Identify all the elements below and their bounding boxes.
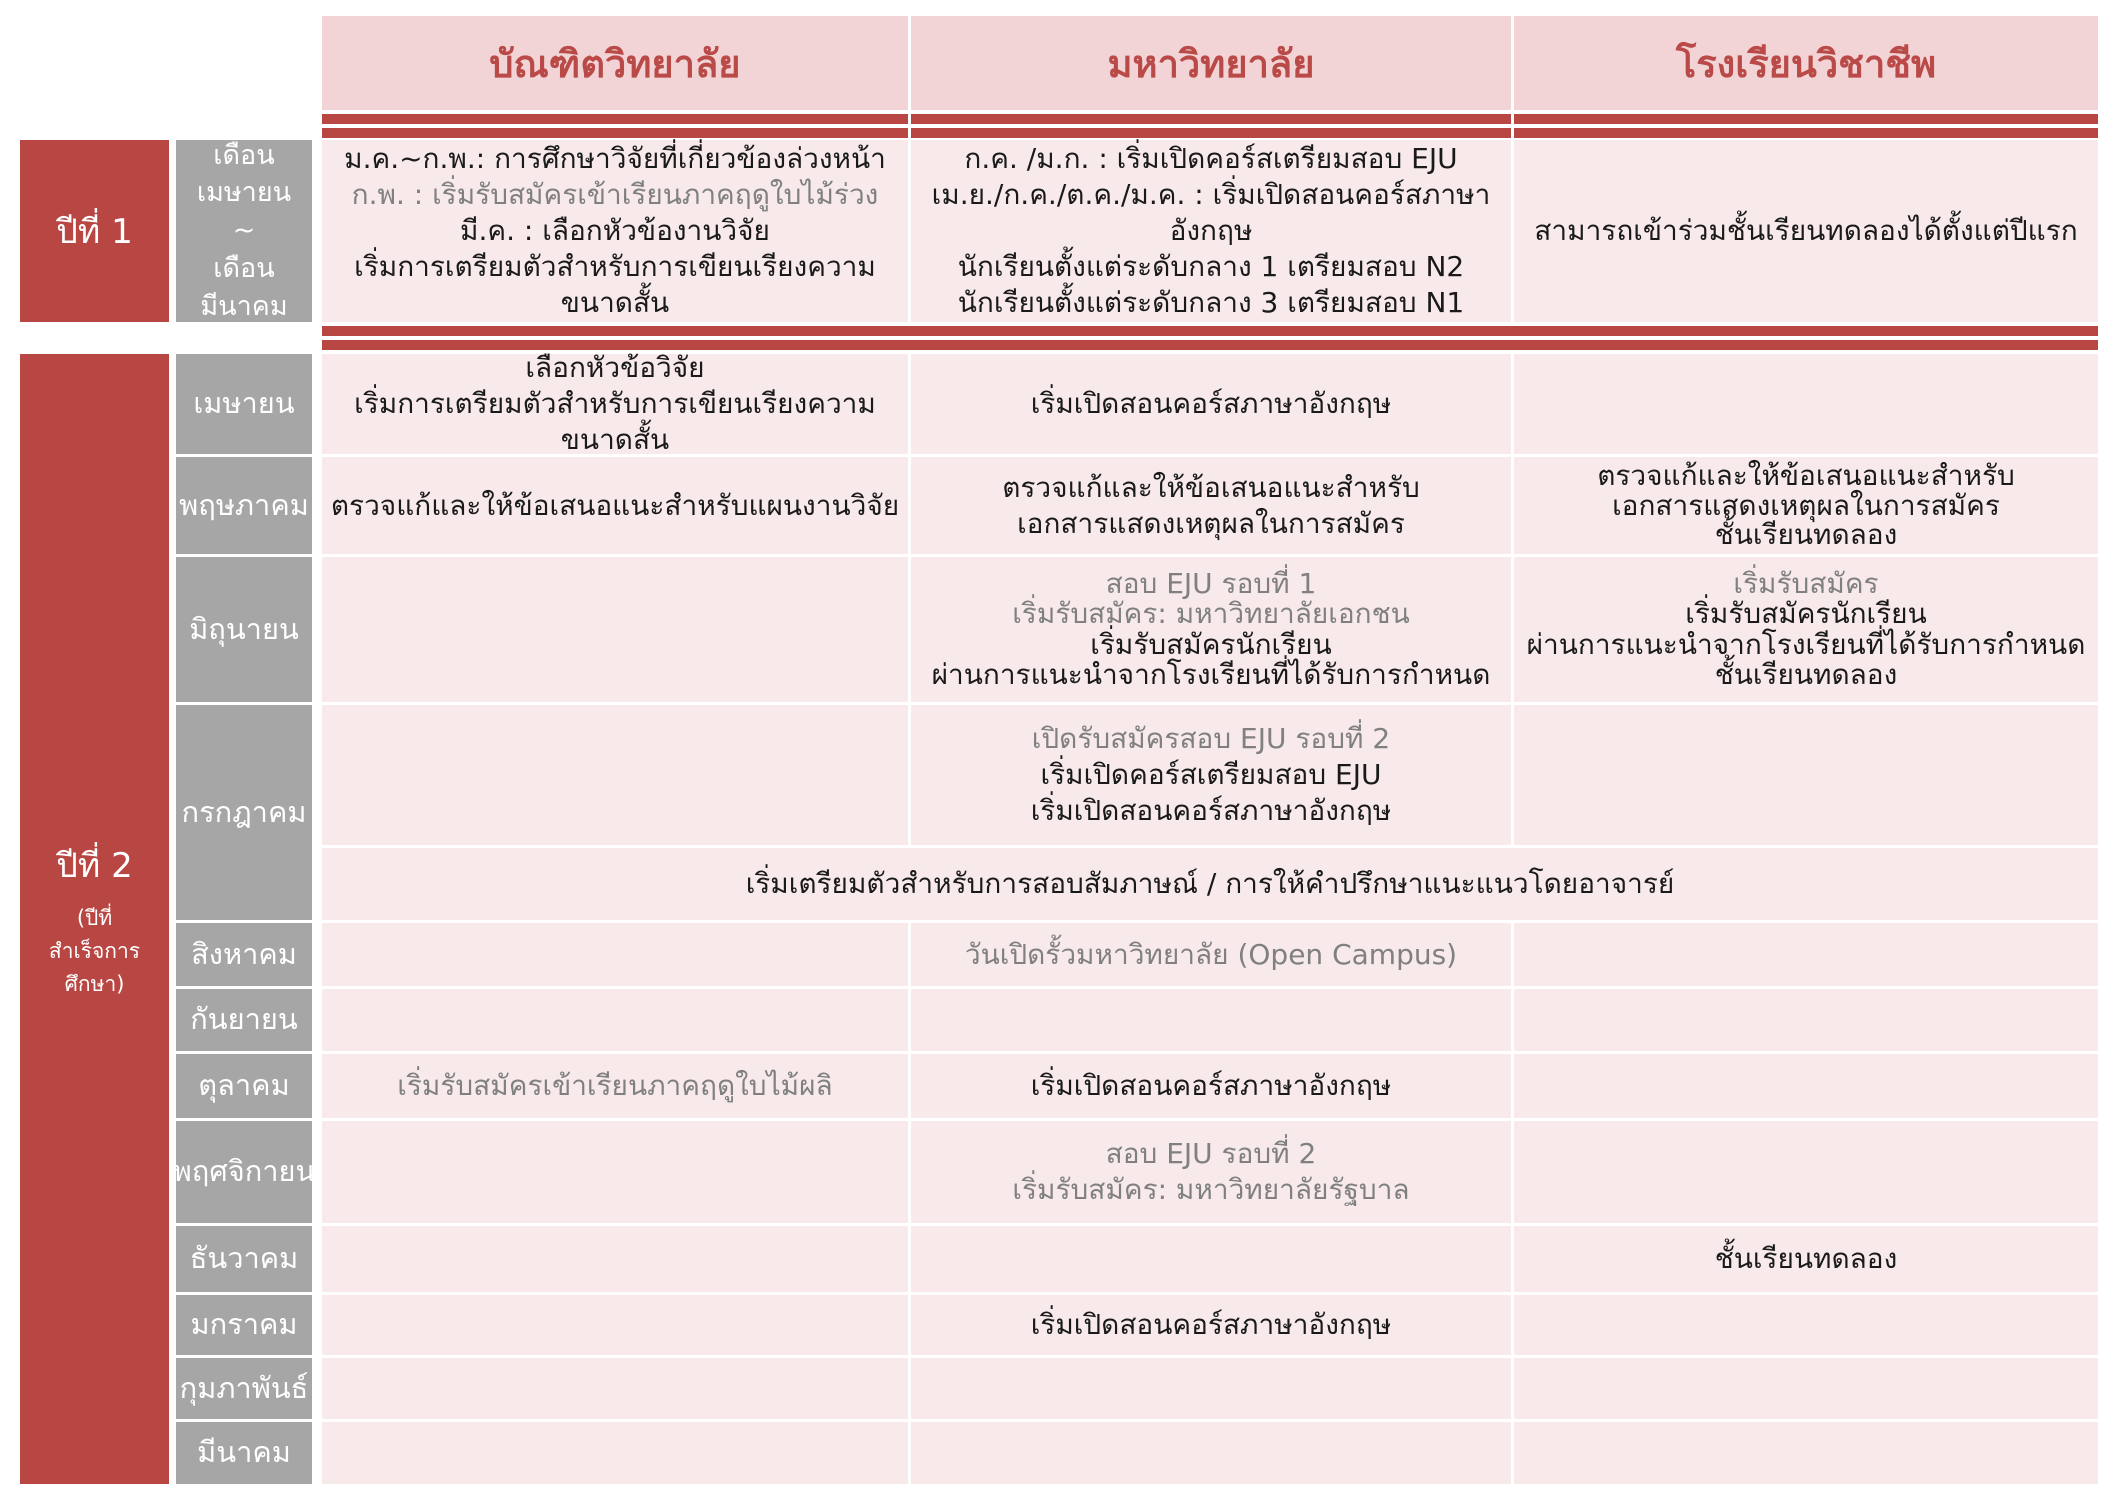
feb-graduate-cell (322, 1358, 908, 1419)
may-graduate-text: ตรวจแก้และให้ข้อเสนอแนะสำหรับแผนงานวิจัย (330, 488, 900, 522)
oct-university-cell (911, 1054, 1511, 1118)
year2-label: ปีที่ 2 (56, 845, 133, 886)
nov-vocational-cell (1514, 1121, 2098, 1223)
aug-university-cell (911, 923, 1511, 986)
jun-university-line-1: สอบ EJU รอบที่ 1 (1105, 567, 1317, 601)
month-jul: กรกฎาคม (176, 705, 312, 920)
nov-graduate-cell (322, 1121, 908, 1223)
feb-vocational-cell (1514, 1358, 2098, 1419)
may-university-cell (911, 457, 1511, 554)
month-jun: มิถุนายน (176, 557, 312, 702)
apr-vocational-cell (1514, 354, 2098, 454)
year1-vocational-text: สามารถเข้าร่วมชั้นเรียนทดลองได้ตั้งแต่ปีแรก (1534, 214, 2078, 248)
dec-graduate-cell (322, 1226, 908, 1292)
month-may: พฤษภาคม (176, 457, 312, 554)
may-vocational-cell (1514, 457, 2098, 554)
jun-university-cell (911, 557, 1511, 702)
oct-vocational-cell (1514, 1054, 2098, 1118)
header-divider-gap-2 (1511, 114, 1514, 138)
nov-university-line-1: สอบ EJU รอบที่ 2 (1105, 1137, 1317, 1171)
jun-vocational-cell (1514, 557, 2098, 702)
jul-university-cell (911, 705, 1511, 845)
mar-vocational-cell (1514, 1422, 2098, 1484)
apr-graduate-line-1: เลือกหัวข้อวิจัย (525, 351, 705, 385)
aug-university-text: วันเปิดรั้วมหาวิทยาลัย (Open Campus) (964, 937, 1458, 971)
year2-sublabel-2: สำเร็จการศึกษา) (48, 938, 141, 996)
month-sep: กันยายน (176, 989, 312, 1051)
may-vocational-line-1: ตรวจแก้และให้ข้อเสนอแนะสำหรับ (1597, 459, 2015, 493)
year1-vocational-cell (1514, 140, 2098, 322)
year1-university-line-3: นักเรียนตั้งแต่ระดับกลาง 1 เตรียมสอบ N2 (957, 249, 1465, 283)
jul-university-line-3: เริ่มเปิดสอนคอร์สภาษาอังกฤษ (1030, 793, 1392, 827)
dec-vocational-text: ชั้นเรียนทดลอง (1714, 1242, 1898, 1276)
jul-spanning-cell (322, 848, 2098, 920)
jun-university-line-2: เริ่มรับสมัคร: มหาวิทยาลัยเอกชน (1012, 597, 1410, 631)
year1-graduate-line-1: ม.ค.~ก.พ.: การศึกษาวิจัยที่เกี่ยวข้องล่วงหน้า (344, 142, 886, 176)
year2-label-block (20, 354, 169, 1484)
jun-vocational-line-2: เริ่มรับสมัครนักเรียน (1685, 597, 1927, 631)
month-mar: มีนาคม (176, 1422, 312, 1484)
aug-vocational-cell (1514, 923, 2098, 986)
year1-university-line-4: นักเรียนตั้งแต่ระดับกลาง 3 เตรียมสอบ N1 (957, 285, 1465, 319)
nov-university-cell (911, 1121, 1511, 1223)
year1-graduate-line-3: มี.ค. : เลือกหัวข้องานวิจัย (460, 214, 770, 248)
sep-vocational-cell (1514, 989, 2098, 1051)
jul-vocational-cell (1514, 705, 2098, 845)
oct-graduate-text: เริ่มรับสมัครเข้าเรียนภาคฤดูใบไม้ผลิ (397, 1069, 833, 1103)
apr-university-cell (911, 354, 1511, 454)
nov-university-line-2: เริ่มรับสมัคร: มหาวิทยาลัยรัฐบาล (1012, 1173, 1410, 1206)
year1-month-end: เดือนมีนาคม (200, 252, 288, 322)
jul-spanning-text: เริ่มเตรียมตัวสำหรับการสอบสัมภาษณ์ / การให้คำปรึกษาแนะแนวโดยอาจารย์ (745, 867, 1675, 901)
header-university: มหาวิทยาลัย (911, 16, 1511, 110)
may-vocational-line-2: เอกสารแสดงเหตุผลในการสมัคร (1612, 488, 2000, 522)
sep-university-cell (911, 989, 1511, 1051)
apr-graduate-cell (322, 351, 908, 456)
month-nov: พฤศจิกายน (176, 1121, 312, 1223)
year1-graduate-line-4: เริ่มการเตรียมตัวสำหรับการเขียนเรียงความขนาดสั้น (354, 249, 876, 319)
month-feb: กุมภาพันธ์ (176, 1358, 312, 1419)
may-graduate-cell (322, 457, 908, 554)
year1-university-cell (911, 140, 1511, 322)
year1-month-tilde: ~ (232, 215, 256, 247)
month-dec: ธันวาคม (176, 1226, 312, 1292)
mar-university-cell (911, 1422, 1511, 1484)
may-university-line-1: ตรวจแก้และให้ข้อเสนอแนะสำหรับ (1002, 470, 1420, 504)
month-oct: ตุลาคม (176, 1054, 312, 1118)
year1-university-line-1: ก.ค. /ม.ก. : เริ่มเปิดคอร์สเตรียมสอบ EJU (964, 142, 1458, 176)
year1-label: ปีที่ 1 (56, 212, 133, 252)
month-apr: เมษายน (176, 354, 312, 454)
apr-graduate-line-2: เริ่มการเตรียมตัวสำหรับการเขียนเรียงความขนาดสั้น (354, 387, 876, 456)
jun-vocational-line-1: เริ่มรับสมัคร (1733, 567, 1879, 601)
mar-graduate-cell (322, 1422, 908, 1484)
jan-graduate-cell (322, 1295, 908, 1355)
jan-university-cell (911, 1295, 1511, 1355)
month-jan: มกราคม (176, 1295, 312, 1355)
year-divider-stripe (322, 336, 2098, 340)
aug-graduate-cell (322, 923, 908, 986)
feb-university-cell (911, 1358, 1511, 1419)
year1-graduate-cell (322, 140, 908, 322)
year1-graduate-line-2: ก.พ. : เริ่มรับสมัครเข้าเรียนภาคฤดูใบไม้ร่วง (351, 178, 879, 212)
jan-university-text: เริ่มเปิดสอนคอร์สภาษาอังกฤษ (1030, 1308, 1392, 1342)
dec-university-cell (911, 1226, 1511, 1292)
header-vocational-school: โรงเรียนวิชาชีพ (1514, 16, 2098, 110)
apr-university-text: เริ่มเปิดสอนคอร์สภาษาอังกฤษ (1030, 387, 1392, 421)
year1-month-range (176, 140, 312, 322)
jul-graduate-cell (322, 705, 908, 845)
year1-label-block (20, 140, 169, 322)
header-divider-stripe (322, 124, 2098, 128)
sep-graduate-cell (322, 989, 908, 1051)
year1-university-line-2: เม.ย./ก.ค./ต.ค./ม.ค. : เริ่มเปิดสอนคอร์สภาษาอังกฤษ (931, 178, 1491, 248)
oct-graduate-cell (322, 1054, 908, 1118)
month-aug: สิงหาคม (176, 923, 312, 986)
jun-vocational-line-4: ชั้นเรียนทดลอง (1714, 657, 1898, 691)
header-graduate-school: บัณฑิตวิทยาลัย (322, 16, 908, 110)
jul-university-line-1: เปิดรับสมัครสอบ EJU รอบที่ 2 (1031, 722, 1391, 756)
oct-university-text: เริ่มเปิดสอนคอร์สภาษาอังกฤษ (1030, 1069, 1392, 1103)
year1-month-start: เดือนเมษายน (196, 139, 292, 209)
jun-university-line-4: ผ่านการแนะนำจากโรงเรียนที่ได้รับการกำหนด (931, 657, 1491, 691)
jun-vocational-line-3: ผ่านการแนะนำจากโรงเรียนที่ได้รับการกำหนด (1526, 627, 2086, 661)
jun-university-line-3: เริ่มรับสมัครนักเรียน (1090, 627, 1332, 661)
year2-sublabel-1: (ปีที่ (76, 905, 113, 930)
jul-university-line-2: เริ่มเปิดคอร์สเตรียมสอบ EJU (1040, 758, 1382, 792)
jun-graduate-cell (322, 557, 908, 702)
jan-vocational-cell (1514, 1295, 2098, 1355)
may-vocational-line-3: ชั้นเรียนทดลอง (1714, 518, 1898, 552)
dec-vocational-cell (1514, 1226, 2098, 1292)
may-university-line-2: เอกสารแสดงเหตุผลในการสมัคร (1017, 506, 1405, 540)
header-divider-gap-1 (908, 114, 911, 138)
